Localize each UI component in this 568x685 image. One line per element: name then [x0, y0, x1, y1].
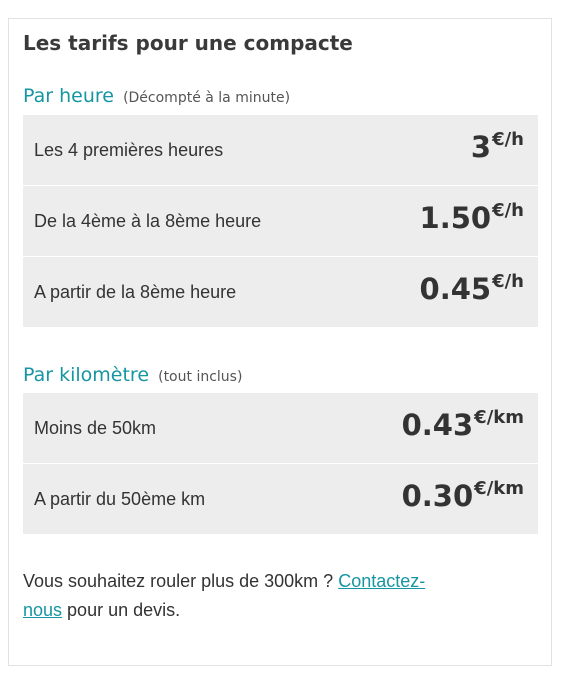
rate-label: Moins de 50km	[34, 417, 157, 438]
contact-link-part2[interactable]: nous	[23, 600, 63, 620]
distance-section-heading	[23, 364, 242, 386]
rate-label: De la 4ème à la 8ème heure	[34, 210, 262, 231]
distance-heading-label: Par kilomètre	[23, 364, 150, 386]
rate-amount: 0.43	[401, 408, 474, 442]
rate-price	[471, 129, 524, 164]
rate-price	[402, 407, 524, 442]
rate-row	[23, 464, 538, 534]
rate-price	[420, 271, 524, 306]
rate-row	[23, 115, 538, 186]
rate-label: A partir de la 8ème heure	[34, 281, 237, 302]
rate-amount: 1.50	[419, 201, 492, 235]
rate-unit: €/h	[492, 200, 524, 221]
rate-amount: 0.30	[401, 479, 474, 513]
distance-heading-note: (tout inclus)	[158, 369, 243, 385]
rate-unit: €/h	[492, 129, 524, 150]
rate-price	[420, 200, 524, 235]
rate-amount: 0.45	[419, 272, 492, 306]
rate-price	[402, 478, 524, 513]
card-title: Les tarifs pour une compacte	[23, 31, 353, 55]
distance-rates-table	[23, 393, 538, 534]
hourly-heading-label: Par heure	[23, 85, 114, 107]
rate-amount: 3	[470, 130, 492, 164]
hourly-rates-table	[23, 115, 538, 327]
rate-unit: €/km	[474, 478, 524, 499]
contact-note-suffix: pour un devis.	[62, 600, 181, 620]
rate-label: Les 4 premières heures	[34, 139, 224, 160]
rate-row	[23, 393, 538, 464]
contact-note-text: Vous souhaitez rouler plus de 300km ?	[23, 571, 339, 591]
rate-unit: €/h	[492, 271, 524, 292]
hourly-section-heading	[23, 85, 290, 107]
hourly-heading-note: (Décompté à la minute)	[123, 90, 291, 106]
contact-link-part1[interactable]: Contactez-	[338, 571, 426, 591]
contact-note	[23, 567, 523, 625]
rate-label: A partir du 50ème km	[34, 488, 206, 509]
rate-unit: €/km	[474, 407, 524, 428]
rate-row	[23, 186, 538, 257]
pricing-card	[8, 18, 552, 666]
rate-row	[23, 257, 538, 327]
